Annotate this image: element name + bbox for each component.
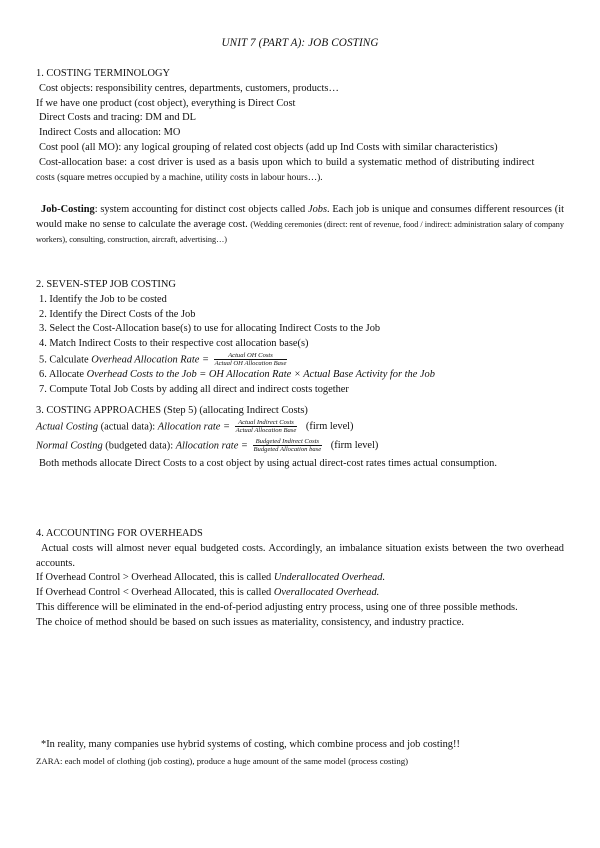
job-costing-term: Job-Costing [41,204,95,215]
denominator: Actual Allocation Base [235,427,297,435]
paragraph: Actual costs will almost never equal budgeted costs. Accordingly, an imbalance situation exists between the two overhead accounts. [36,542,564,569]
formula: Overhead Costs to the Job = OH Allocation Rate × Actual Base Activity for the Job [86,369,435,381]
hybrid-note: *In reality, many companies use hybrid systems of costing, which combine process and job costing!! [41,739,460,750]
formula: Overhead Allocation Rate = [91,354,212,366]
text-line: Both methods allocate Direct Costs to a cost object by using actual direct-cost rates times actual consumption. [39,457,497,469]
fraction [253,438,323,454]
section-heading: 1. COSTING TERMINOLOGY [36,68,171,79]
numerator: Actual OH Costs [214,352,288,360]
section-heading: 3. COSTING APPROACHES (Step 5) (allocating Indirect Costs) [36,405,308,416]
section-costing-terminology [36,67,564,185]
text-line [36,586,564,601]
numerator: Actual Indirect Costs [235,419,298,427]
underallocated-term: Underallocated Overhead. [273,572,386,584]
step-item: 1. Identify the Job to be costed [39,293,167,305]
numerator: Budgeted Indirect Costs [253,438,323,446]
step-item: 4. Match Indirect Costs to their respective cost allocation base(s) [39,338,309,350]
text-run: : system accounting for distinct cost objects called [94,204,308,215]
denominator: Actual OH Allocation Base [214,360,287,368]
text-run: . Each job is unique and consumes different resources (it would make no sense to calculate the average cost. [36,204,564,230]
text-line: Cost-allocation base: a cost driver is used as a basis upon which to build a systematic method of distributing indirect [39,156,535,168]
text-line: Cost objects: responsibility centres, departments, customers, products… [39,82,339,94]
text-line [36,571,564,586]
jobs-term: Jobs [308,204,328,215]
denominator: Budgeted Allocation base [253,446,322,454]
step-item: 3. Select the Cost-Allocation base(s) to use for allocating Indirect Costs to the Job [39,323,381,335]
level-note: (firm level) [305,421,354,433]
text-run: If Overhead Control < Overhead Allocated, this is called [36,587,274,599]
text-run: (actual data): [98,421,158,433]
fraction [214,352,288,368]
section-costing-approaches [36,404,564,472]
zara-note: ZARA: each model of clothing (job costing), produce a huge amount of the same model (process costing) [36,755,409,766]
job-costing-paragraph [36,203,564,247]
section-heading: 2. SEVEN-STEP JOB COSTING [36,279,176,290]
step-label: 5. Calculate [39,354,92,366]
step-item: 2. Identify the Direct Costs of the Job [39,308,196,320]
section-accounting-overheads [36,527,564,631]
approach-actual [36,419,564,435]
formula: Allocation rate = [175,440,251,452]
text-line: This difference will be eliminated in the end-of-period adjusting entry process, using one of three possible methods. [36,601,518,613]
level-note: (firm level) [330,440,379,452]
text-line: Direct Costs and tracing: DM and DL [39,112,196,124]
approach-name: Normal Costing [36,440,103,452]
step-item [36,352,564,368]
text-line: If we have one product (cost object), everything is Direct Cost [36,97,296,109]
section-heading: 4. ACCOUNTING FOR OVERHEADS [36,528,203,539]
step-item [36,368,564,383]
page-title: UNIT 7 (PART A): JOB COSTING [221,37,379,49]
text-line: Cost pool (all MO): any logical grouping of related cost objects (add up Ind Costs with similar characteristics) [39,141,498,153]
overallocated-term: Overallocated Overhead. [273,587,380,599]
text-line: costs (square metres occupied by a machine, utility costs in labour hours…). [36,172,323,183]
fraction [235,419,298,435]
section-seven-step [36,278,564,398]
examples-note: (Wedding ceremonies (direct: rent of revenue, food / indirect: administration salary of company workers), consulting, construction, aircraft, advertising…) [36,219,564,244]
text-line: The choice of method should be based on such issues as materiality, consistency, and industry practice. [36,616,465,628]
text-line: Indirect Costs and allocation: MO [39,127,181,139]
text-run: If Overhead Control > Overhead Allocated, this is called [36,572,274,584]
text-run: (budgeted data): [102,440,176,452]
step-item: 7. Compute Total Job Costs by adding all direct and indirect costs together [39,383,349,395]
formula: Allocation rate = [157,421,233,433]
footer-notes [36,738,564,769]
step-label: 6. Allocate [39,369,87,381]
approach-name: Actual Costing [36,421,99,433]
approach-normal [36,438,564,454]
